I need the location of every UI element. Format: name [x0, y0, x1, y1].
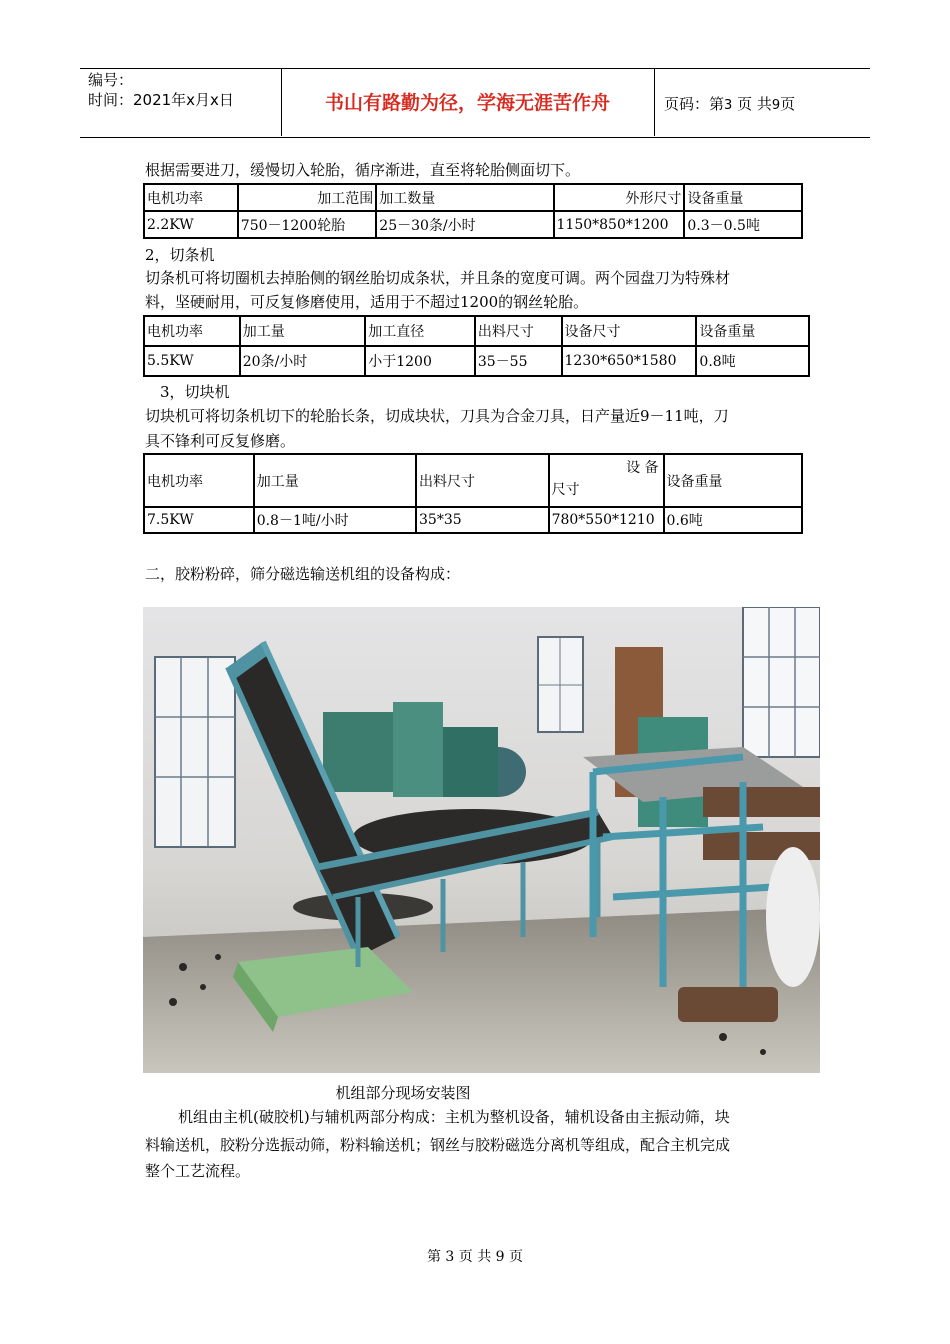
table-header-cell: 设备重量 — [696, 316, 809, 346]
table-header-cell: 设备重量 — [684, 184, 802, 211]
section-title: 3，切块机 — [160, 383, 230, 401]
table-cell: 7.5KW — [144, 507, 254, 533]
table-cell: 35－55 — [475, 346, 562, 376]
table-header-cell: 加工直径 — [365, 316, 475, 346]
table-cell: 5.5KW — [144, 346, 240, 376]
header-motto: 书山有路勤为径，学海无涯苦作舟 — [324, 92, 610, 114]
table-header-cell: 电机功率 — [144, 184, 238, 211]
page-total: 9 — [771, 98, 781, 113]
section-text: 具不锋利可反复修磨。 — [145, 432, 296, 450]
spec-table-cutting-ring — [143, 183, 803, 239]
table-header-cell: 加工数量 — [376, 184, 553, 211]
description-line: 机组由主机(破胶机)与辅机两部分构成：主机为整机设备，辅机设备由主振动筛，块 — [178, 1108, 730, 1126]
table-row — [144, 211, 802, 238]
table-header-cell — [549, 454, 664, 507]
spec-table-block-cutter — [143, 453, 803, 534]
description-line: 料输送机，胶粉分选振动筛，粉料输送机；钢丝与胶粉磁选分离机等组成，配合主机完成 — [145, 1136, 731, 1154]
table-cell: 0.6吨 — [664, 507, 802, 533]
table-cell: 0.8－1吨/小时 — [254, 507, 416, 533]
table-cell: 2.2KW — [144, 211, 238, 238]
table-header-row — [144, 454, 802, 507]
intro-line: 根据需要进刀，缓慢切入轮胎，循序渐进，直至将轮胎侧面切下。 — [145, 161, 581, 179]
table-header-row — [144, 184, 802, 211]
section-title: 2，切条机 — [145, 246, 215, 264]
table-row — [144, 346, 809, 376]
section-text: 切条机可将切圈机去掉胎侧的钢丝胎切成条状，并且条的宽度可调。两个园盘刀为特殊材 — [145, 269, 731, 287]
table-header-cell: 加工量 — [240, 316, 365, 346]
page-current: 3 — [724, 98, 733, 113]
header-part: 设 备 — [626, 460, 659, 476]
table-header-cell: 电机功率 — [144, 454, 254, 507]
number-label: 编号： — [88, 71, 134, 89]
page-mid: 页 共 — [737, 95, 772, 113]
table-header-cell: 电机功率 — [144, 316, 240, 346]
header-meta — [88, 70, 234, 110]
spec-table-strip-cutter — [143, 315, 810, 377]
table-header-cell: 设备重量 — [664, 454, 802, 507]
header-divider — [654, 68, 655, 136]
table-row — [144, 507, 802, 533]
table-header-cell: 设备尺寸 — [562, 316, 697, 346]
table-cell: 35*35 — [416, 507, 549, 533]
page-footer: 第 3 页 共 9 页 — [426, 1249, 524, 1265]
table-cell: 0.8吨 — [696, 346, 809, 376]
photo-caption: 机组部分现场安装图 — [335, 1084, 471, 1102]
section-heading: 二，胶粉粉碎，筛分磁选输送机组的设备构成： — [145, 565, 461, 583]
section-text: 切块机可将切条机切下的轮胎长条，切成块状，刀具为合金刀具，日产量近9－11吨，刀 — [145, 407, 729, 425]
table-header-cell: 加工量 — [254, 454, 416, 507]
time-label: 时间：2021年x月x日 — [88, 91, 234, 109]
page-prefix: 页码：第 — [664, 95, 725, 113]
table-cell: 1150*850*1200 — [554, 211, 685, 238]
page-suffix: 页 — [780, 95, 796, 113]
table-cell: 750－1200轮胎 — [238, 211, 377, 238]
table-header-cell: 出料尺寸 — [475, 316, 562, 346]
table-cell: 780*550*1210 — [549, 507, 664, 533]
table-header-row — [144, 316, 809, 346]
table-cell: 20条/小时 — [240, 346, 365, 376]
table-cell: 25－30条/小时 — [376, 211, 553, 238]
description-line: 整个工艺流程。 — [145, 1162, 251, 1180]
table-cell: 0.3－0.5吨 — [684, 211, 802, 238]
section-text: 料，坚硬耐用，可反复修磨使用，适用于不超过1200的钢丝轮胎。 — [145, 293, 589, 311]
table-header-cell: 外形尺寸 — [554, 184, 685, 211]
table-cell: 1230*650*1580 — [562, 346, 697, 376]
installation-site-photo — [143, 607, 820, 1073]
header-part: 尺寸 — [551, 482, 580, 498]
table-header-cell: 出料尺寸 — [416, 454, 549, 507]
table-header-cell: 加工范围 — [238, 184, 377, 211]
table-cell: 小于1200 — [365, 346, 475, 376]
header-page-indicator — [664, 93, 795, 114]
